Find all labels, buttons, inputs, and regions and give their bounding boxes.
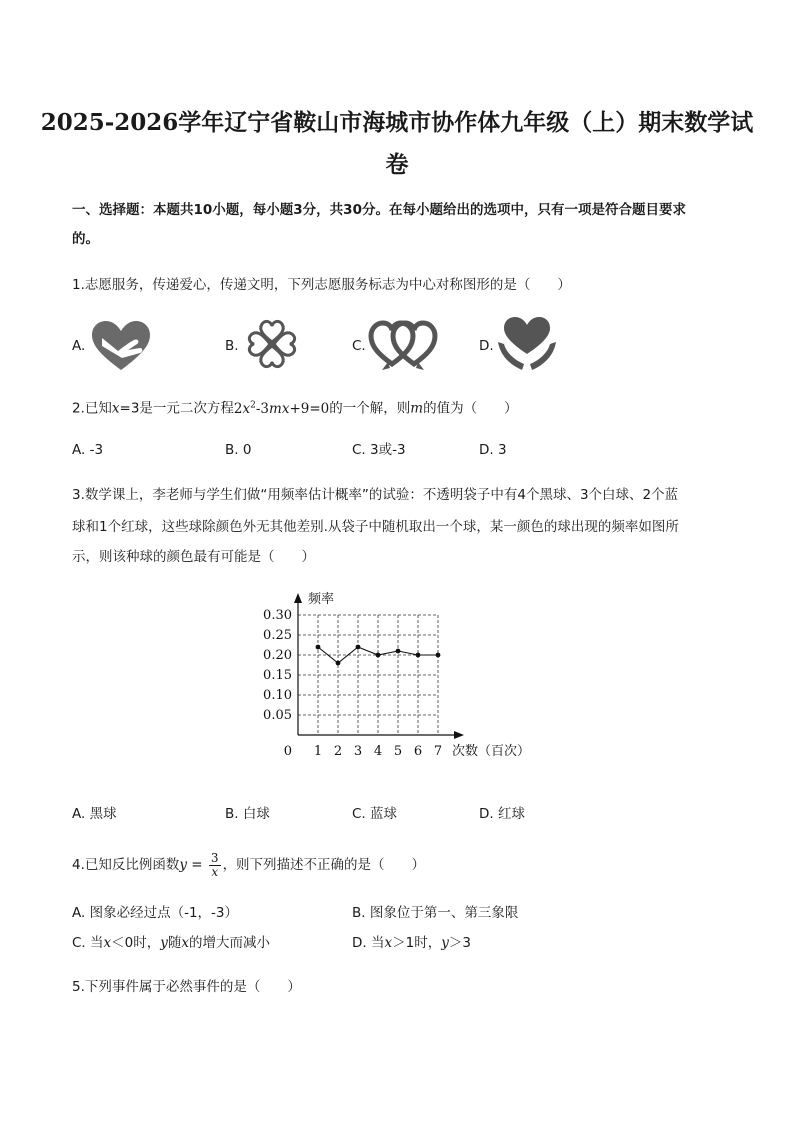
q4d-text-a: D. 当 bbox=[352, 935, 385, 951]
frequency-point bbox=[376, 653, 381, 658]
x-tick-label: 6 bbox=[413, 744, 423, 759]
q4d-var-x: x bbox=[384, 935, 393, 951]
q3-stem-line1: 3.数学课上，李老师与学生们做“用频率估计概率”的试验：不透明袋子中有4个黑球、3个白球、2个蓝 bbox=[72, 487, 679, 503]
q4-fraction-denominator: x bbox=[211, 864, 219, 879]
q1-option-b-label: B. bbox=[225, 338, 239, 354]
frequency-point bbox=[416, 653, 421, 658]
x-tick-label: 2 bbox=[333, 744, 343, 759]
frequency-point bbox=[316, 645, 321, 650]
origin-label: 0 bbox=[283, 744, 292, 759]
q4d-text-b: ＞1时， bbox=[392, 935, 442, 951]
q2-text-a: 2.已知 bbox=[72, 400, 112, 417]
x-tick-label: 3 bbox=[353, 744, 363, 759]
q3-stem-line3: 示，则该种球的颜色最有可能是（ ） bbox=[72, 549, 315, 565]
exam-title-line1: 2025-2026学年辽宁省鞍山市海城市协作体九年级（上）期末数学试 bbox=[40, 109, 754, 136]
q2-eq-exponent: 2 bbox=[250, 400, 256, 410]
q4d-text-c: ＞3 bbox=[448, 935, 471, 951]
y-tick-label: 0.30 bbox=[263, 608, 292, 623]
q3-option-c: C. 蓝球 bbox=[352, 806, 398, 822]
q2-option-a: A. -3 bbox=[72, 442, 104, 458]
frequency-chart bbox=[250, 580, 550, 769]
q4c-text-a: C. 当 bbox=[72, 935, 104, 951]
q4-option-a: A. 图象必经过点（-1，-3） bbox=[72, 905, 239, 921]
y-tick-label: 0.25 bbox=[263, 628, 292, 643]
q2-option-c: C. 3或-3 bbox=[352, 442, 406, 458]
hand-heart-icon bbox=[88, 318, 154, 378]
q4c-text-d: 的增大而减小 bbox=[189, 935, 270, 951]
q4-stem bbox=[72, 851, 425, 879]
q4c-text-c: 随 bbox=[167, 935, 182, 951]
q2-text-d: 的值为（ ） bbox=[423, 400, 518, 417]
section-instructions-line2: 的。 bbox=[72, 231, 99, 247]
q2-option-b: B. 0 bbox=[225, 442, 252, 458]
q1-option-d-label: D. bbox=[479, 338, 494, 354]
clover-hearts-icon bbox=[242, 314, 302, 378]
x-tick-label: 7 bbox=[433, 744, 443, 759]
y-tick-label: 0.15 bbox=[263, 668, 292, 683]
q4-option-c bbox=[72, 934, 270, 952]
y-tick-label: 0.20 bbox=[263, 648, 292, 663]
q1-stem: 1.志愿服务，传递爱心，传递文明，下列志愿服务标志为中心对称图形的是（ ） bbox=[72, 277, 571, 293]
q4-option-b: B. 图象位于第一、第三象限 bbox=[352, 905, 519, 921]
q2-eq-var-x: x bbox=[242, 400, 251, 417]
q4c-var-x: x bbox=[103, 935, 112, 951]
frequency-point bbox=[356, 645, 361, 650]
y-axis-label: 频率 bbox=[308, 592, 335, 607]
q4c-var-x2: x bbox=[181, 935, 189, 951]
interlocked-hearts-icon bbox=[368, 318, 438, 374]
q2-var-m: m bbox=[410, 400, 424, 417]
q4c-text-b: ＜0时， bbox=[111, 935, 161, 951]
q3-option-a: A. 黑球 bbox=[72, 806, 117, 822]
x-tick-label: 5 bbox=[393, 744, 403, 759]
x-axis-arrow bbox=[454, 731, 464, 739]
hands-holding-heart-icon bbox=[494, 314, 560, 378]
x-axis-label: 次数（百次） bbox=[452, 744, 531, 759]
q2-text-c: 的一个解，则 bbox=[329, 400, 411, 417]
q2-stem bbox=[72, 396, 518, 418]
q4-fraction-numerator: 3 bbox=[210, 850, 219, 865]
q4-text-b: ，则下列描述不正确的是（ ） bbox=[222, 857, 426, 873]
q3-stem-line2: 球和1个红球，这些球除颜色外无其他差别.从袋子中随机取出一个球，某一颜色的球出现的频率如图所 bbox=[72, 519, 679, 535]
y-tick-label: 0.10 bbox=[263, 688, 292, 703]
q2-eq-rest: +9=0 bbox=[289, 400, 330, 417]
q5-stem: 5.下列事件属于必然事件的是（ ） bbox=[72, 979, 301, 995]
q4-fraction bbox=[209, 852, 221, 879]
q2-eq-minus3: -3 bbox=[255, 400, 270, 417]
q4-text-a: 4.已知反比例函数 bbox=[72, 857, 180, 873]
frequency-point bbox=[396, 649, 401, 654]
frequency-point bbox=[336, 661, 341, 666]
q2-text-b: =3是一元二次方程 bbox=[119, 400, 234, 417]
exam-title-line2: 卷 bbox=[385, 151, 409, 178]
section-instructions-line1: 一、选择题：本题共10小题，每小题3分，共30分。在每小题给出的选项中，只有一项是符合题目要求 bbox=[72, 202, 686, 218]
x-tick-label: 4 bbox=[373, 744, 383, 759]
q4c-var-y: y bbox=[160, 935, 168, 951]
q3-option-b: B. 白球 bbox=[225, 806, 270, 822]
q4-func-lhs: y = bbox=[179, 857, 207, 873]
x-tick-label: 1 bbox=[313, 744, 323, 759]
q2-equation bbox=[234, 401, 329, 417]
y-axis-arrow bbox=[294, 593, 302, 603]
frequency-point bbox=[436, 653, 441, 658]
q2-eq-coef: 2 bbox=[233, 400, 243, 417]
q2-var-x: x bbox=[111, 400, 120, 417]
q2-option-d: D. 3 bbox=[479, 442, 507, 458]
q1-option-a-label: A. bbox=[72, 338, 86, 354]
q2-eq-var-mx: mx bbox=[269, 400, 290, 417]
y-tick-label: 0.05 bbox=[263, 708, 292, 723]
q3-option-d: D. 红球 bbox=[479, 806, 525, 822]
q4-option-d bbox=[352, 934, 471, 952]
q1-option-c-label: C. bbox=[352, 338, 366, 354]
q4d-var-y: y bbox=[441, 935, 449, 951]
